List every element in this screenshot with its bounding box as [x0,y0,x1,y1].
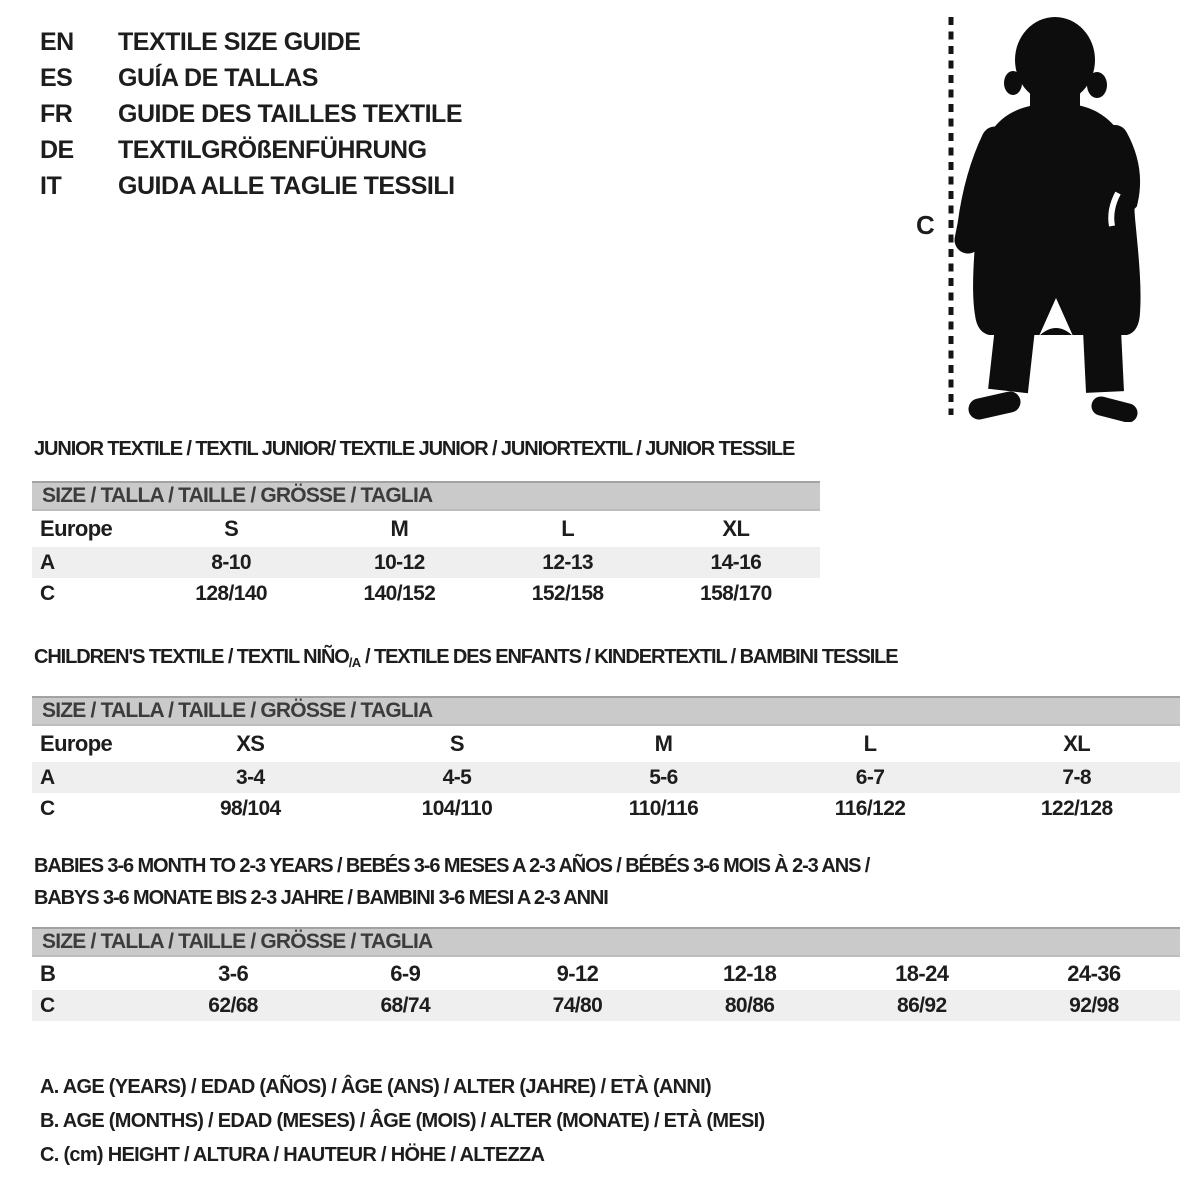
row-label: Europe [40,731,113,756]
footnotes [40,1070,764,1172]
age-cell: 8-10 [211,550,251,574]
lang-label: GUIDA ALLE TAGLIE TESSILI [118,172,455,200]
children-row-height [32,793,1180,824]
height-cell: 62/68 [208,993,258,1017]
junior-row-europe [32,511,820,547]
lang-label: GUÍA DE TALLAS [118,64,318,92]
lang-label: GUIDE DES TAILLES TEXTILE [118,100,463,128]
children-title-sub: /A [348,655,361,670]
months-cell: 9-12 [556,960,599,986]
height-cell: 68/74 [380,993,431,1017]
age-cell: 6-7 [855,765,885,789]
row-label: C [40,993,55,1017]
age-cell: 3-4 [236,765,265,789]
junior-title: JUNIOR TEXTILE / TEXTIL JUNIOR/ TEXTILE JUNIOR / JUNIORTEXTIL / JUNIOR TESSILE [34,438,795,460]
lang-row-fr [40,96,462,132]
footnote-a: A. AGE (YEARS) / EDAD (AÑOS) / ÂGE (ANS) / ALTER (JAHRE) / ETÀ (ANNI) [40,1076,711,1098]
lang-label: TEXTILE SIZE GUIDE [118,28,361,56]
months-cell: 18-24 [895,960,949,986]
height-cell: 98/104 [219,796,281,820]
height-figure [905,10,1195,422]
height-cell: 104/110 [421,796,493,820]
lang-row-it [40,168,462,204]
babies-title-line2: BABYS 3-6 MONATE BIS 2-3 JAHRE / BAMBINI 3-6 MESI A 2-3 ANNI [34,887,608,909]
height-cell: 110/116 [628,796,699,820]
height-cell: 152/158 [531,581,604,605]
months-cell: 12-18 [722,960,777,986]
toddler-silhouette-icon [905,10,1195,422]
row-label: C [40,581,55,605]
lang-code: DE [40,136,74,164]
age-cell: 5-6 [649,765,678,789]
size-cell: S [449,731,464,756]
junior-section [32,437,820,609]
children-size-header: SIZE / TALLA / TAILLE / GRÖSSE / TAGLIA [32,696,1180,726]
size-cell: XL [1063,731,1091,756]
months-cell: 6-9 [390,960,421,986]
lang-row-en [40,24,462,60]
lang-code: FR [40,100,73,128]
toddler-silhouette [968,17,1141,413]
junior-row-height [32,578,820,609]
children-section [32,645,1180,824]
babies-section [32,850,1180,1021]
size-cell: XS [236,731,265,756]
junior-size-header: SIZE / TALLA / TAILLE / GRÖSSE / TAGLIA [32,481,820,511]
children-row-europe [32,726,1180,762]
row-label: A [40,765,55,789]
row-label: B [40,960,56,986]
age-cell: 12-13 [542,550,593,574]
size-cell: M [390,516,409,541]
babies-row-height [32,990,1180,1021]
babies-title-line1: BABIES 3-6 MONTH TO 2-3 YEARS / BEBÉS 3-6 MESES A 2-3 AÑOS / BÉBÉS 3-6 MOIS À 2-3 ANS / [34,855,870,877]
row-label: C [40,796,55,820]
children-row-age [32,762,1180,793]
babies-size-header: SIZE / TALLA / TAILLE / GRÖSSE / TAGLIA [32,927,1180,957]
row-label: A [40,550,55,574]
height-cell: 128/140 [195,581,267,605]
children-title-post: / TEXTILE DES ENFANTS / KINDERTEXTIL / BAMBINI TESSILE [360,646,898,668]
height-cell: 80/86 [724,993,775,1017]
language-title-block [40,24,462,204]
size-cell: M [654,731,673,756]
lang-code: ES [40,64,73,92]
months-cell: 3-6 [218,960,249,986]
age-cell: 4-5 [442,765,472,789]
lang-row-es [40,60,462,96]
junior-row-age [32,547,820,578]
babies-title [32,850,1180,914]
age-cell: 14-16 [710,550,762,574]
height-cell: 92/98 [1069,993,1119,1017]
children-title [32,645,1180,675]
age-cell: 10-12 [374,550,425,574]
size-cell: XL [722,516,750,541]
lang-label: TEXTILGRÖßENFÜHRUNG [118,136,427,164]
height-cell: 116/122 [834,796,906,820]
lang-code: EN [40,28,74,56]
size-cell: L [561,516,575,541]
height-measure-label: C [916,210,935,240]
row-label: Europe [40,516,113,541]
months-cell: 24-36 [1067,960,1121,986]
size-cell: S [224,516,239,541]
size-cell: L [863,731,877,756]
footnote-c: C. (cm) HEIGHT / ALTURA / HAUTEUR / HÖHE / ALTEZZA [40,1144,545,1166]
height-cell: 74/80 [552,993,603,1017]
height-cell: 86/92 [896,993,947,1017]
height-cell: 122/128 [1040,796,1113,820]
lang-code: IT [40,172,62,200]
lang-row-de [40,132,462,168]
age-cell: 7-8 [1062,765,1091,789]
babies-row-months [32,957,1180,990]
footnote-b: B. AGE (MONTHS) / EDAD (MESES) / ÂGE (MOIS) / ALTER (MONATE) / ETÀ (MESI) [40,1110,765,1132]
height-cell: 158/170 [700,581,772,605]
height-cell: 140/152 [363,581,436,605]
children-title-pre: CHILDREN'S TEXTILE / TEXTIL NIÑO [34,646,349,668]
